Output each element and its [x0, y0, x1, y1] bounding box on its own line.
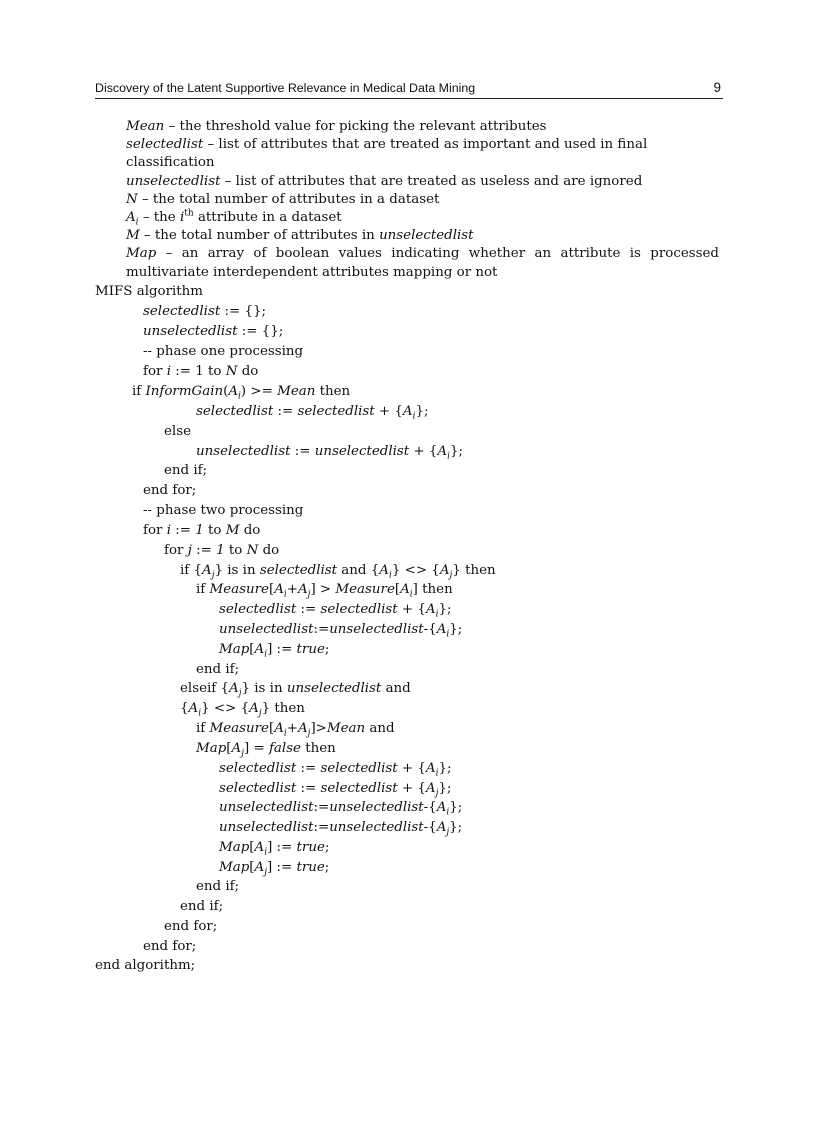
algorithm-line: end algorithm;	[95, 958, 196, 973]
algorithm-line: unselectedlist := unselectedlist + $\{A_i\}$;	[196, 444, 464, 462]
algorithm-line: end for;	[143, 939, 197, 954]
algorithm-line: unselectedlist := {};	[143, 324, 284, 339]
algorithm-line: $Map[A_i]$ := true;	[219, 642, 330, 660]
algorithm-line: -- phase two processing	[143, 503, 304, 518]
algorithm-line: elseif $\{A_j\}$ is in unselectedlist and	[180, 681, 411, 699]
algorithm-line: end if;	[196, 879, 240, 894]
definition-ai: $A_i$ – the $i^{th}$ attribute in a dataset	[126, 208, 342, 228]
algorithm-line: selectedlist := selectedlist + $\{A_i\}$;	[219, 761, 452, 779]
algorithm-line: for i := 1 to N do	[143, 364, 259, 379]
algorithm-line: $unselectedlist:=unselectedlist-\{A_i\}$;	[219, 800, 463, 818]
header-title: Discovery of the Latent Supportive Relevance in Medical Data Mining	[95, 81, 476, 95]
algorithm-line: $unselectedlist:=unselectedlist-\{A_j\}$;	[219, 820, 463, 838]
algorithm-line: end if;	[180, 899, 224, 914]
algorithm-line: selectedlist := selectedlist + $\{A_i\}$;	[196, 404, 429, 422]
definition-mean: Mean – the threshold value for picking the relevant attributes	[126, 119, 547, 134]
running-header	[95, 80, 723, 99]
algorithm-line: if $Measure[A_i+A_j]$ > $Measure[A_i]$ then	[196, 582, 453, 600]
definition-n: N – the total number of attributes in a dataset	[126, 191, 440, 207]
definition-map: Map – an array of boolean values indicating whether an attribute is processed	[126, 246, 719, 262]
algorithm-title: MIFS algorithm	[95, 284, 204, 299]
algorithm-line: for i := 1 to M do	[143, 523, 261, 538]
algorithm-line: selectedlist := selectedlist + $\{A_i\}$;	[219, 602, 452, 620]
algorithm-line: if $\{A_j\}$ is in selectedlist and $\{A_i\} <> \{A_j\}$ then	[180, 563, 496, 581]
algorithm-line: $Map[A_j]$ = false then	[196, 741, 336, 759]
algorithm-line: end for;	[164, 919, 218, 934]
algorithm-line: end if;	[164, 463, 208, 478]
definition-unselectedlist: unselectedlist – list of attributes that are treated as useless and are ignored	[126, 173, 643, 189]
algorithm-line: $\{A_i\} <> \{A_j\}$ then	[180, 701, 305, 719]
algorithm-line: $Map[A_j]$ := true;	[219, 860, 330, 878]
algorithm-line: if $Measure[A_i+A_j]>Mean$ and	[196, 721, 395, 739]
algorithm-line: end for;	[143, 483, 197, 498]
definition-m: M – the total number of attributes in unselectedlist	[126, 228, 474, 244]
algorithm-line: $Map[A_i]$ := true;	[219, 840, 330, 858]
definition-selectedlist: selectedlist – list of attributes that are treated as important and used in final classification	[126, 137, 648, 171]
algorithm-line: -- phase one processing	[143, 344, 304, 359]
algorithm-line: selectedlist := {};	[143, 304, 266, 319]
definitions-list	[126, 118, 719, 282]
algorithm-line: end if;	[196, 662, 240, 677]
algorithm-line: selectedlist := selectedlist + $\{A_j\}$;	[219, 781, 452, 799]
definition-map-continued: multivariate interdependent attributes mapping or not	[126, 264, 498, 280]
algorithm-line: for j := 1 to N do	[164, 543, 280, 558]
algorithm-line: else	[164, 424, 192, 439]
algorithm-line: if $InformGain(A_i)$ >= Mean then	[132, 384, 351, 402]
algorithm-line: $unselectedlist:=unselectedlist-\{A_i\}$;	[219, 622, 463, 640]
page-number: 9	[713, 80, 721, 95]
